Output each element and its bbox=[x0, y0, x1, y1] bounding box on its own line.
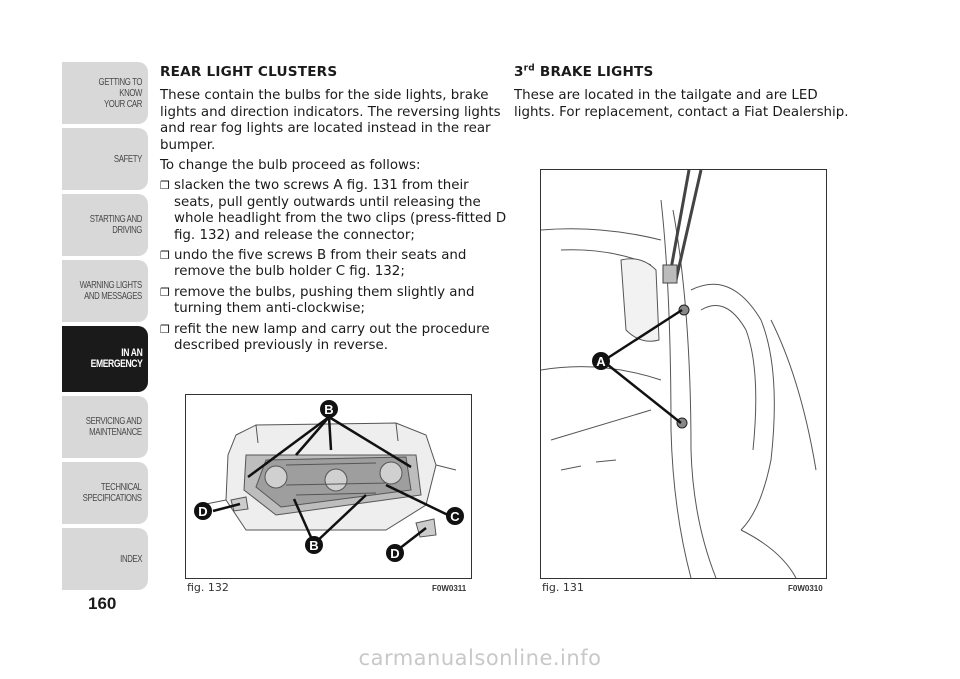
tab-technical-specs[interactable]: TECHNICAL SPECIFICATIONS bbox=[62, 462, 148, 524]
step-item: ❒ remove the bulbs, pushing them slightly and turning them anti-clockwise; bbox=[160, 285, 510, 318]
callout-d-right-label: D bbox=[390, 546, 400, 561]
section-heading-rear-lights: REAR LIGHT CLUSTERS bbox=[160, 64, 338, 80]
fig131-code: F0W0310 bbox=[788, 584, 823, 593]
callout-b-top-label: B bbox=[324, 402, 334, 417]
tab-safety[interactable]: SAFETY bbox=[62, 128, 148, 190]
tab-warning-lights[interactable]: WARNING LIGHTS AND MESSAGES bbox=[62, 260, 148, 322]
callout-c-label: C bbox=[450, 509, 460, 524]
tab-starting-driving[interactable]: STARTING AND DRIVING bbox=[62, 194, 148, 256]
callout-d-left-label: D bbox=[198, 504, 208, 519]
callout-b-bottom-label: B bbox=[309, 538, 319, 553]
step-item: ❒ undo the five screws B from their seats and remove the bulb holder C fig. 132; bbox=[160, 248, 510, 281]
step-item: ❒ slacken the two screws A fig. 131 from their seats, pull gently outwards until releasing the whole headlight from the two clips (press-fitted D fig. 132) and release the connector; bbox=[160, 178, 510, 244]
fig132-caption: fig. 132 bbox=[187, 581, 229, 594]
figure-132 bbox=[185, 394, 472, 579]
steps-intro: To change the bulb proceed as follows: bbox=[160, 158, 421, 174]
left-column bbox=[160, 64, 510, 359]
callout-a-label: A bbox=[596, 354, 606, 369]
watermark: carmanualsonline.info bbox=[358, 646, 602, 670]
tab-getting-to-know[interactable]: GETTING TO KNOW YOUR CAR bbox=[62, 62, 148, 124]
tailgate-drawing bbox=[541, 170, 826, 578]
figure-131 bbox=[540, 169, 827, 579]
intro-paragraph: These contain the bulbs for the side lights, brake lights and direction indicators. The reversing lights and rear fog lights are located instead in the rear bumper. bbox=[160, 88, 501, 153]
tab-in-an-emergency[interactable]: IN AN EMERGENCY bbox=[62, 326, 148, 392]
step-item: ❒ refit the new lamp and carry out the procedure described previously in reverse. bbox=[160, 322, 510, 355]
rear-light-cluster-drawing bbox=[186, 395, 471, 578]
section-heading-brake-lights: 3rd BRAKE LIGHTS bbox=[514, 63, 654, 80]
right-column bbox=[514, 64, 854, 125]
fig131-caption: fig. 131 bbox=[542, 581, 584, 594]
page-number: 160 bbox=[88, 594, 117, 613]
tab-servicing[interactable]: SERVICING AND MAINTENANCE bbox=[62, 396, 148, 458]
brake-lights-text: These are located in the tailgate and are LED lights. For replacement, contact a Fiat Dealership. bbox=[514, 88, 849, 120]
tab-index[interactable]: INDEX bbox=[62, 528, 148, 590]
fig132-code: F0W0311 bbox=[432, 584, 467, 593]
